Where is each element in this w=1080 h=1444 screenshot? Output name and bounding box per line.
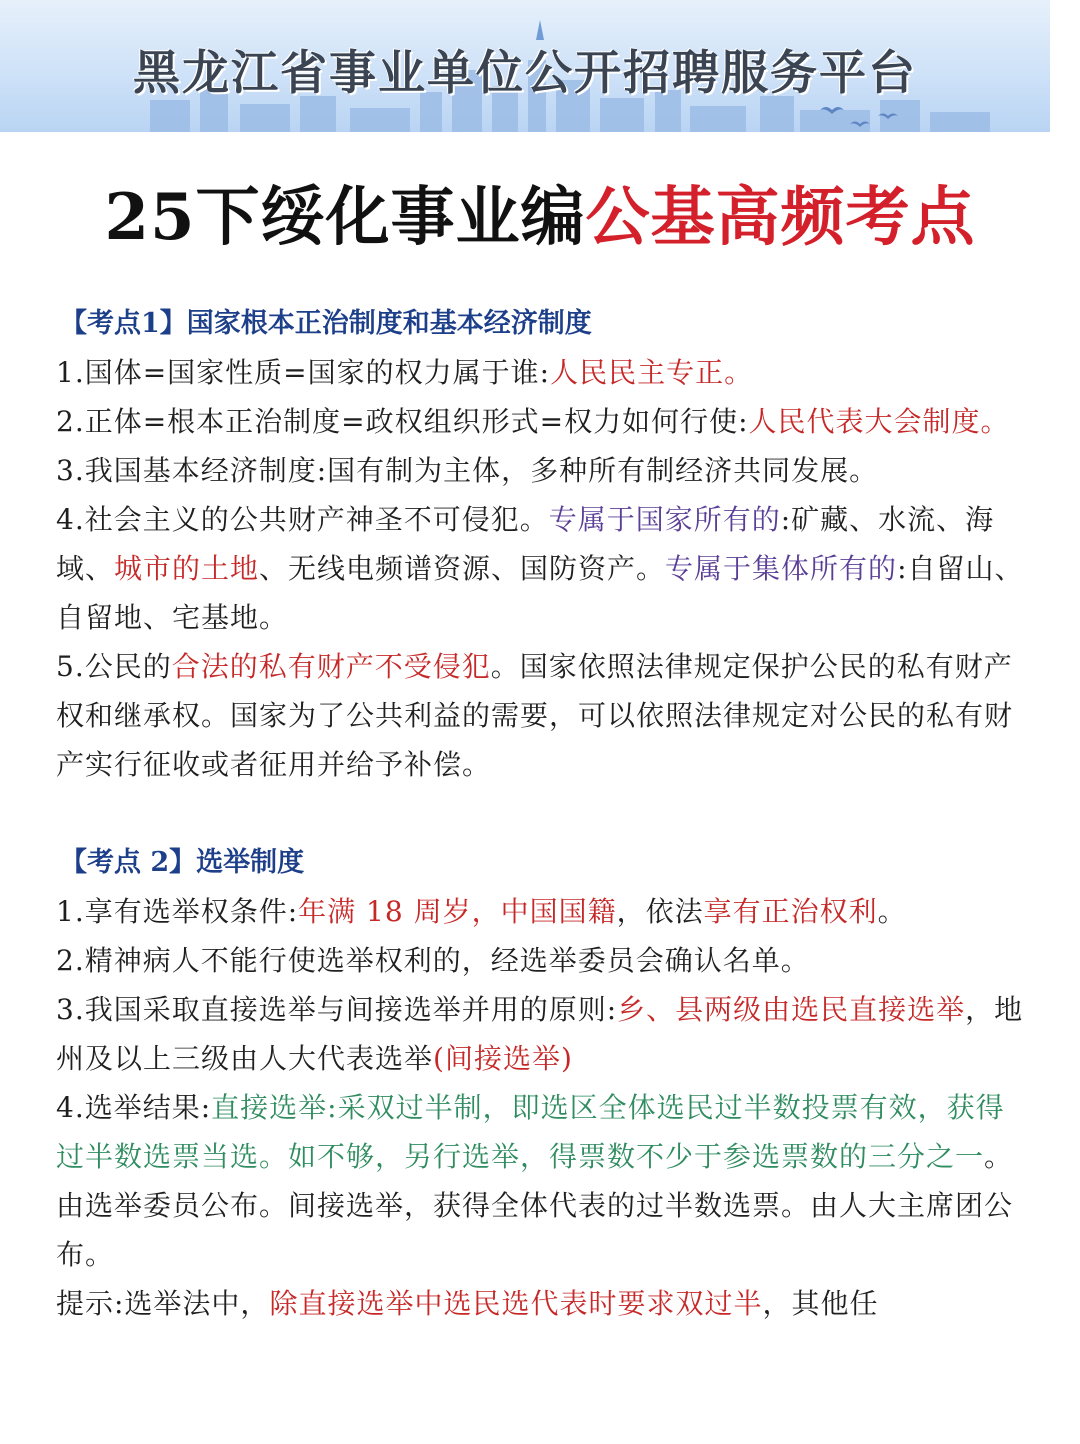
text: 5.公民的 bbox=[56, 650, 172, 683]
banner-title: 黑龙江省事业单位公开招聘服务平台 bbox=[133, 46, 917, 101]
text: ，其他任 bbox=[762, 1287, 879, 1320]
text: 。由选举委员公布。间接选举，获得全体代表的过半数选票。由人大主席团公布。 bbox=[56, 1140, 1014, 1271]
text: 。国家依照法律规定保护公民的私有财产权和继承权。国家为了公共利益的需要，可以依照法律规定对公民的私有财产实行征收或者征用并给予补偿。 bbox=[56, 650, 1014, 781]
point-1-2 bbox=[56, 397, 1031, 446]
point-1-1 bbox=[56, 348, 1031, 397]
point-1-3 bbox=[56, 446, 1031, 495]
title-part2: 公基高频考点 bbox=[585, 180, 976, 255]
point-1-4 bbox=[56, 495, 1031, 642]
highlight: 专属于集体所有的 bbox=[665, 552, 898, 585]
text: 、无线电频谱资源、国防资产。 bbox=[259, 552, 666, 585]
section-heading-1: 【考点1】国家根本正治制度和基本经济制度 bbox=[60, 308, 592, 339]
text: 1.享有选举权条件: bbox=[56, 895, 299, 928]
highlight: 年满 18 周岁，中国国籍 bbox=[298, 895, 617, 928]
banner bbox=[0, 0, 1050, 132]
point-2-4 bbox=[56, 1083, 1031, 1279]
highlight: 人民民主专正。 bbox=[550, 356, 754, 389]
text: 1.国体=国家性质=国家的权力属于谁: bbox=[56, 356, 551, 389]
text: ，地州及以上三级由人大代表选举 bbox=[56, 993, 1024, 1075]
section-heading-2: 【考点 2】选举制度 bbox=[60, 847, 305, 878]
highlight: 人民代表大会制度。 bbox=[748, 405, 1010, 438]
text: 2.精神病人不能行使选举权利的，经选举委员会确认名单。 bbox=[56, 944, 810, 977]
highlight: 城市的土地 bbox=[114, 552, 260, 585]
text: 4.选举结果: bbox=[56, 1091, 212, 1124]
highlight: (间接选举) bbox=[433, 1042, 573, 1075]
point-2-1 bbox=[56, 887, 1031, 936]
text: :矿藏、水流、海域、 bbox=[56, 503, 995, 585]
tip bbox=[56, 1279, 1031, 1328]
highlight: 专属于国家所有的 bbox=[548, 503, 781, 536]
text: 。 bbox=[877, 895, 907, 928]
text: 提示:选举法中， bbox=[56, 1287, 270, 1320]
highlight: 直接选举:采双过半制，即选区全体选民过半数投票有效，获得过半数选票当选。如不够，另行选举，得票数不少于参选票数的三分之一 bbox=[56, 1091, 1005, 1173]
text: :自留山、自留地、宅基地。 bbox=[56, 552, 1024, 634]
highlight: 合法的私有财产不受侵犯 bbox=[171, 650, 491, 683]
highlight: 除直接选举中选民选代表时要求双过半 bbox=[269, 1287, 763, 1320]
point-2-3 bbox=[56, 985, 1031, 1083]
highlight: 享有正治权利 bbox=[703, 895, 878, 928]
text: 2.正体=根本正治制度=政权组织形式=权力如何行使: bbox=[56, 405, 749, 438]
title-part1: 25下绥化事业编 bbox=[104, 180, 586, 255]
page-title bbox=[0, 166, 1080, 258]
text: 4.社会主义的公共财产神圣不可侵犯。 bbox=[56, 503, 549, 536]
section-gap bbox=[56, 789, 1031, 839]
highlight: 乡、县两级由选民直接选举 bbox=[617, 993, 966, 1026]
point-2-2 bbox=[56, 936, 1031, 985]
content bbox=[56, 300, 1031, 1328]
text: ，依法 bbox=[616, 895, 704, 928]
point-1-5 bbox=[56, 642, 1031, 789]
text: 3.我国基本经济制度:国有制为主体，多种所有制经济共同发展。 bbox=[56, 454, 879, 487]
text: 3.我国采取直接选举与间接选举并用的原则: bbox=[56, 993, 618, 1026]
